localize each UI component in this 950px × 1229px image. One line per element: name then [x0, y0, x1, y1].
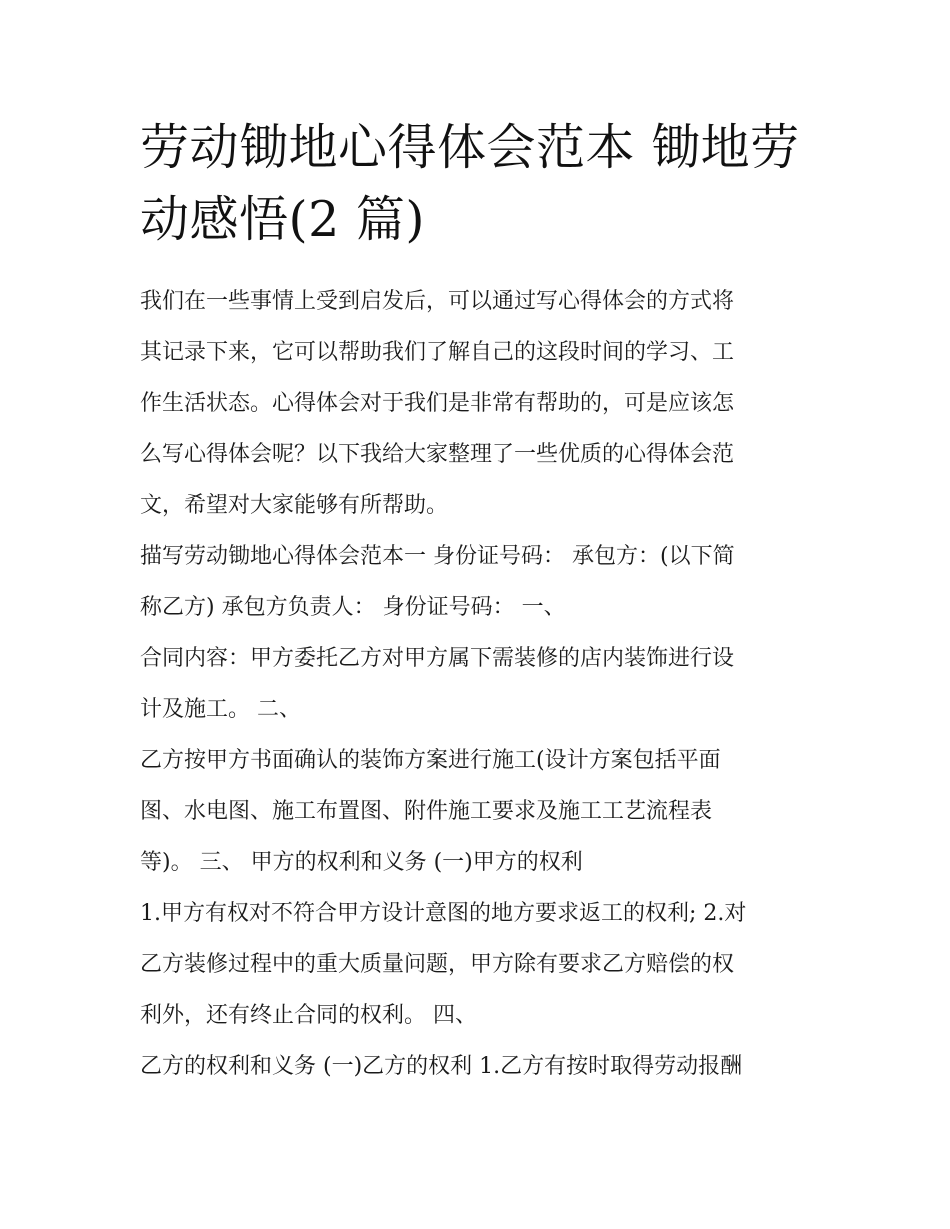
title-line: 动感悟(2 篇): [140, 191, 425, 248]
body-line: 图、水电图、施工布置图、附件施工要求及施工工艺流程表: [140, 799, 713, 824]
body-line: 乙方装修过程中的重大质量问题，甲方除有要求乙方赔偿的权: [140, 952, 735, 977]
body-line: 乙方按甲方书面确认的装饰方案进行施工(设计方案包括平面: [140, 748, 721, 773]
document-body: [140, 276, 830, 1092]
body-line: 利外，还有终止合同的权利。 四、: [140, 1003, 477, 1028]
body-line: 计及施工。 二、: [140, 697, 301, 722]
body-line: 作生活状态。心得体会对于我们是非常有帮助的，可是应该怎: [140, 391, 735, 416]
body-line: 称乙方) 承包方负责人： 身份证号码： 一、: [140, 595, 566, 620]
title-line: 劳动锄地心得体会范本 锄地劳: [140, 119, 800, 176]
body-line: 么写心得体会呢？以下我给大家整理了一些优质的心得体会范: [140, 442, 735, 467]
body-line: 文，希望对大家能够有所帮助。: [140, 493, 449, 518]
body-line: 合同内容：甲方委托乙方对甲方属下需装修的店内装饰进行设: [140, 646, 735, 671]
body-line: 我们在一些事情上受到启发后，可以通过写心得体会的方式将: [140, 289, 735, 314]
body-line: 描写劳动锄地心得体会范本一 身份证号码： 承包方：(以下简: [140, 544, 735, 569]
body-line: 等)。 三、 甲方的权利和义务 (一)甲方的权利: [140, 850, 583, 875]
document-title: [140, 112, 820, 256]
body-line: 1.甲方有权对不符合甲方设计意图的地方要求返工的权利; 2.对: [140, 901, 747, 926]
body-line: 其记录下来，它可以帮助我们了解自己的这段时间的学习、工: [140, 340, 735, 365]
body-line: 乙方的权利和义务 (一)乙方的权利 1.乙方有按时取得劳动报酬: [140, 1054, 743, 1079]
